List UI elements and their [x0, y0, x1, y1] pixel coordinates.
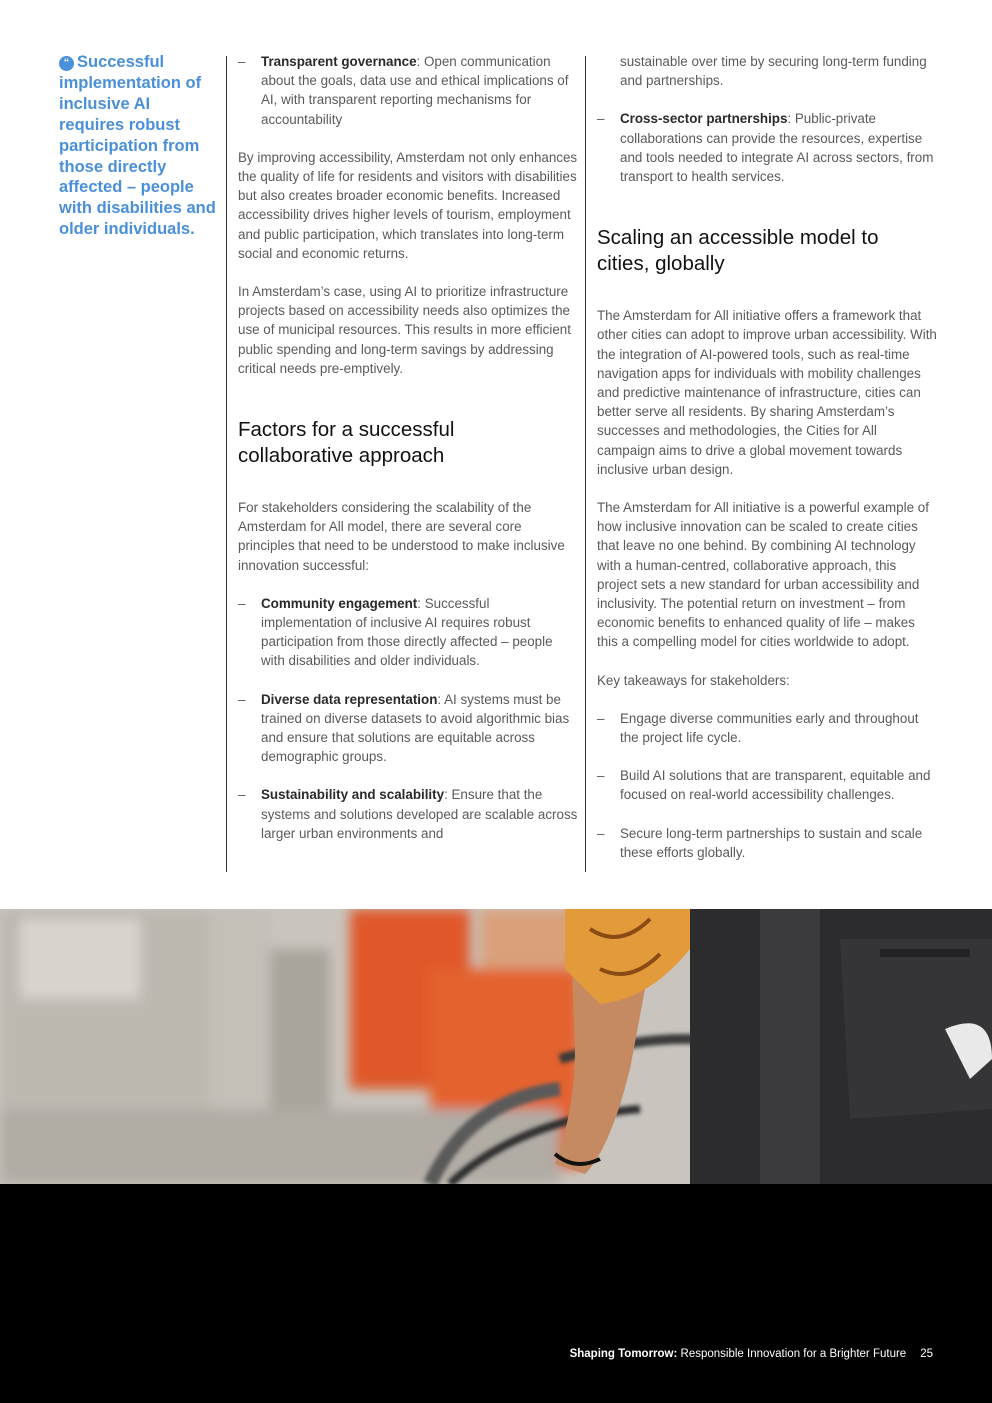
pull-quote-text: Successful implementation of inclusive AI requires robust participation from those directly affected – people with disabilities and older individuals. — [59, 53, 216, 239]
list-item: – Sustainability and scalability: Ensure that the systems and solutions developed are scalable across larger urban environments and — [238, 787, 578, 841]
page-footer — [570, 1347, 933, 1361]
column-divider — [226, 56, 227, 872]
section-heading: Factors for a successful collaborative approach — [238, 418, 455, 468]
footer-title: Responsible Innovation for a Brighter Future — [677, 1348, 907, 1360]
quote-icon: “ — [59, 56, 74, 71]
list-item: – Cross-sector partnerships: Public-private collaborations can provide the resources, expertise and tools needed to integrate AI across sectors, from transport to health services. — [597, 111, 934, 185]
column-divider — [585, 56, 586, 872]
list-item: – Community engagement: Successful implementation of inclusive AI requires robust participation from those directly affected – people with disabilities and older individuals. — [238, 595, 553, 669]
list-item: – Build AI solutions that are transparent, equitable and focused on real-world accessibility challenges. — [597, 768, 931, 803]
footer-band — [0, 1184, 992, 1403]
paragraph: For stakeholders considering the scalability of the Amsterdam for All model, there are several core principles that need to be understood to make inclusive innovation successful: — [238, 500, 565, 573]
section-heading: Scaling an accessible model to cities, globally — [597, 226, 879, 276]
takeaways-label: Key takeaways for stakeholders: — [597, 672, 790, 688]
paragraph: By improving accessibility, Amsterdam not only enhances the quality of life for residents and visitors with disabilities but also creates broader economic benefits. Increased accessibility drives higher levels of tourism, employment and public participation, which translates into long-term social and economic returns. — [238, 149, 578, 261]
list-item: – Transparent governance: Open communication about the goals, data use and ethical implications of AI, with transparent reporting mechanisms for accountability — [238, 54, 569, 127]
paragraph: The Amsterdam for All initiative offers a framework that other cities can adopt to improve urban accessibility. With the integration of AI-powered tools, such as real-time navigation apps for individuals with mobility challenges and predictive maintenance of infrastructure, cities can better serve all residents. By sharing Amsterdam’s successes and methodologies, the Cities for All campaign aims to drive a global movement towards inclusive urban design. — [597, 308, 937, 477]
list-item: – Engage diverse communities early and throughout the project life cycle. — [597, 710, 919, 746]
paragraph: In Amsterdam’s case, using AI to prioritize infrastructure projects based on accessibility needs also optimizes the use of municipal resources. This results in more efficient public spending and long-term savings by addressing critical needs pre-emptively. — [238, 284, 571, 376]
column-1 — [238, 52, 578, 843]
list-item: – Secure long-term partnerships to sustain and scale these efforts globally. — [597, 825, 923, 860]
paragraph: The Amsterdam for All initiative is a powerful example of how inclusive innovation can be scaled to create cities that leave no one behind. By combining AI technology with a human-centred, collaborative approach, this project sets a new standard for urban accessibility and inclusivity. The potential return on investment – from economic benefits to enhanced quality of life – makes this a compelling model for cities worldwide to adopt. — [597, 500, 929, 650]
page-number: 25 — [920, 1348, 933, 1360]
wheelchair-photo — [0, 909, 992, 1184]
footer-title-bold: Shaping Tomorrow: — [569, 1348, 678, 1360]
photo-illustration — [0, 909, 992, 1184]
pull-quote — [59, 52, 219, 240]
list-item: – Diverse data representation: AI systems must be trained on diverse datasets to avoid algorithmic bias and ensure that solutions are equitable across demographic groups. — [238, 691, 570, 765]
column-2 — [597, 52, 937, 862]
list-item-continued: sustainable over time by securing long-term funding and partnerships. — [620, 54, 927, 89]
